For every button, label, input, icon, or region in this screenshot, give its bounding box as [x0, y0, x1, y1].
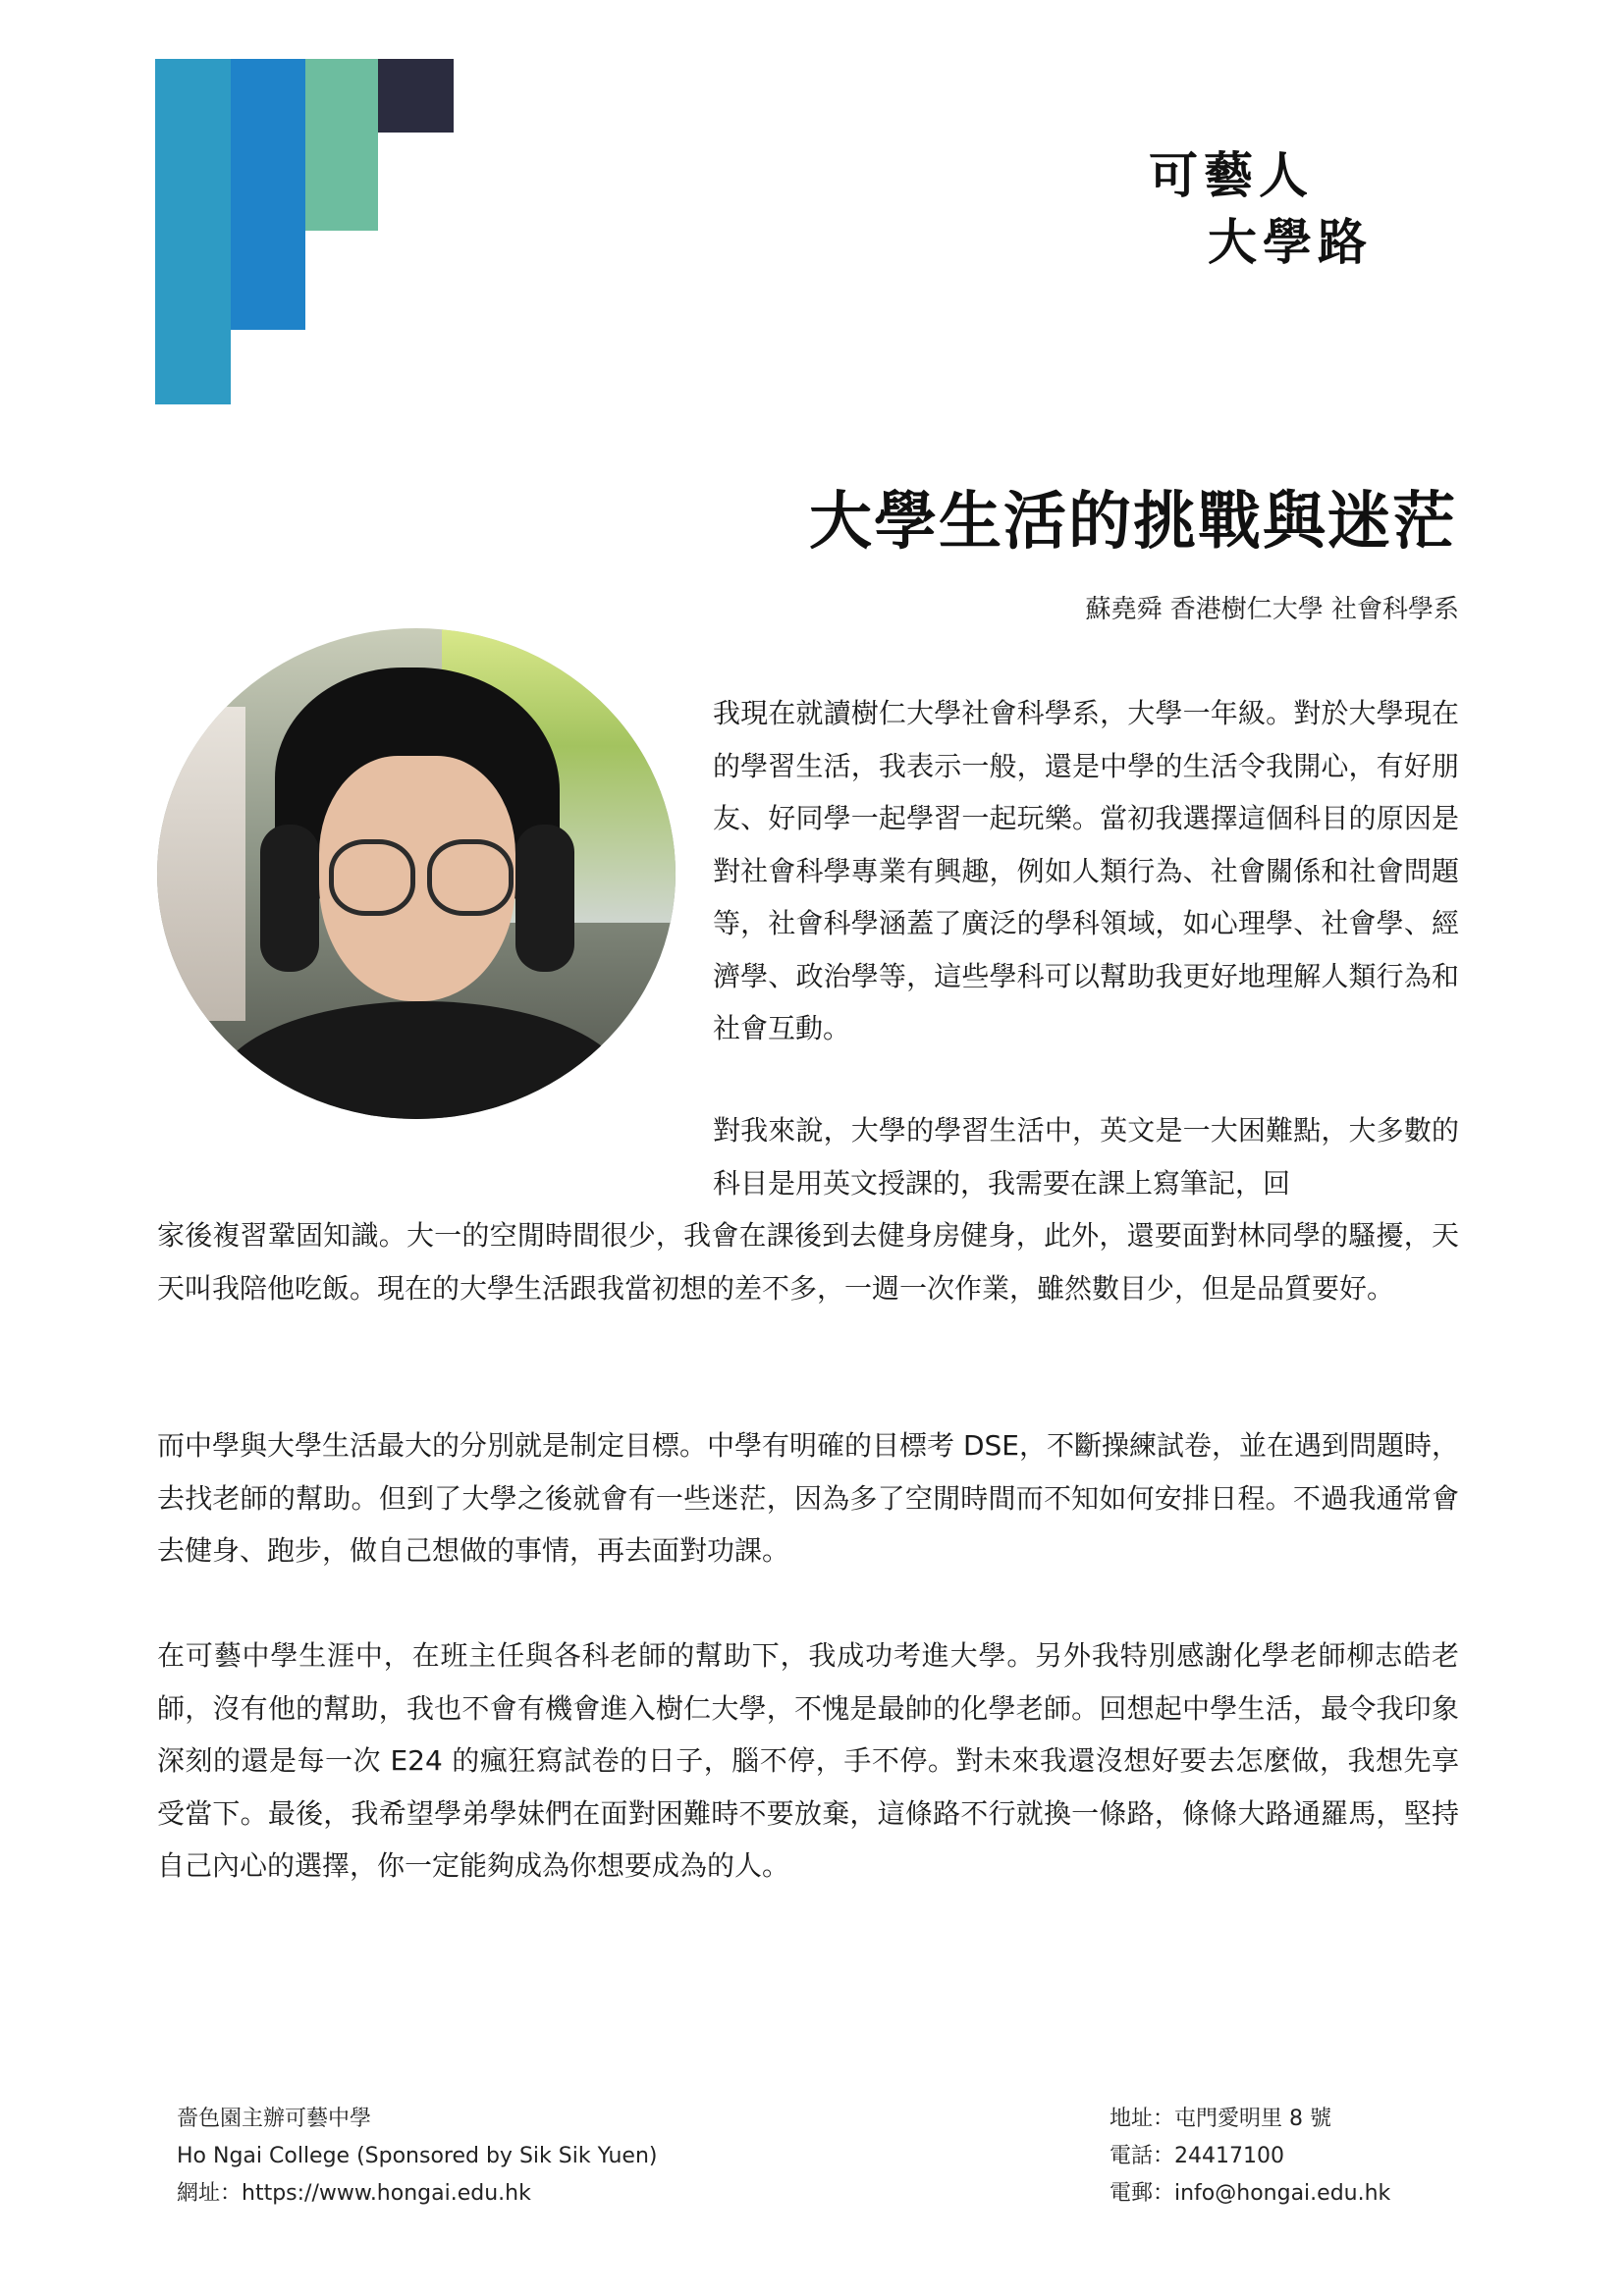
paragraph-2-start: 對我來說，大學的學習生活中，英文是一大困難點，大多數的科目是用英文授課的，我需要在課上寫筆記，回 — [713, 1114, 1459, 1200]
portrait-headphone-right — [515, 825, 574, 972]
footer-school-name-en: Ho Ngai College (Sponsored by Sik Sik Yuen) — [177, 2144, 658, 2168]
logo-bar-1 — [155, 59, 231, 404]
brand-line-2: 大學路 — [1208, 213, 1373, 271]
footer-school-name-zh: 嗇色園主辦可藝中學 — [177, 2107, 372, 2131]
article-byline: 蘇堯舜 香港樹仁大學 社會科學系 — [1085, 595, 1459, 624]
logo-bar-3 — [305, 59, 378, 231]
paragraph-3: 而中學與大學生活最大的分別就是制定目標。中學有明確的目標考 DSE，不斷操練試卷，並在遇到問題時，去找老師的幫助。但到了大學之後就會有一些迷茫，因為多了空閒時間而不知如何安排日程。不過我通常會去健身、跑步，做自己想做的事情，再去面對功課。 — [157, 1429, 1459, 1567]
portrait-background-wall — [157, 707, 245, 1021]
logo-bar-4 — [378, 59, 454, 133]
footer-school-info — [177, 2101, 658, 2213]
footer-address: 地址：屯門愛明里 8 號 — [1110, 2107, 1331, 2131]
author-portrait — [157, 628, 676, 1119]
footer-website: 網址：https://www.hongai.edu.hk — [177, 2181, 531, 2206]
paragraph-1: 我現在就讀樹仁大學社會科學系，大學一年級。對於大學現在的學習生活，我表示一般，還是中學的生活令我開心，有好朋友、好同學一起學習一起玩樂。當初我選擇這個科目的原因是對社會科學專業有興趣，例如人類行為、社會關係和社會問題等，社會科學涵蓋了廣泛的學科領域，如心理學、社會學、經濟學、政治學等，這些學科可以幫助我更好地理解人類行為和社會互動。 — [713, 697, 1459, 1044]
brand-calligraphy — [1149, 142, 1443, 276]
portrait-headphone-left — [260, 825, 319, 972]
portrait-glasses-left — [329, 839, 415, 916]
logo-bar-2 — [231, 59, 305, 330]
brand-line-1: 可藝人 — [1149, 146, 1314, 204]
portrait-shirt — [216, 1001, 628, 1119]
footer-phone: 電話：24417100 — [1110, 2144, 1284, 2168]
footer-contact-info — [1110, 2101, 1390, 2213]
paragraph-2-continued: 家後複習鞏固知識。大一的空閒時間很少，我會在課後到去健身房健身，此外，還要面對林同學的騷擾，天天叫我陪他吃飯。現在的大學生活跟我當初想的差不多，一週一次作業，雖然數目少，但是品質要好。 — [157, 1219, 1459, 1305]
portrait-glasses-right — [427, 839, 514, 916]
footer-email: 電郵：info@hongai.edu.hk — [1110, 2181, 1391, 2206]
paragraph-4: 在可藝中學生涯中，在班主任與各科老師的幫助下，我成功考進大學。另外我特別感謝化學老師柳志皓老師，沒有他的幫助，我也不會有機會進入樹仁大學，不愧是最帥的化學老師。回想起中學生活，最令我印象深刻的還是每一次 E24 的瘋狂寫試卷的日子，腦不停，手不停。對未來我還沒想好要去怎麼做，我想先享受當下。最後，我希望學弟學妹們在面對困難時不要放棄，這條路不行就換一條路，條條大路通羅馬，堅持自己內心的選擇，你一定能夠成為你想要成為的人。 — [157, 1639, 1459, 1882]
article-title: 大學生活的挑戰與迷茫 — [809, 486, 1457, 559]
